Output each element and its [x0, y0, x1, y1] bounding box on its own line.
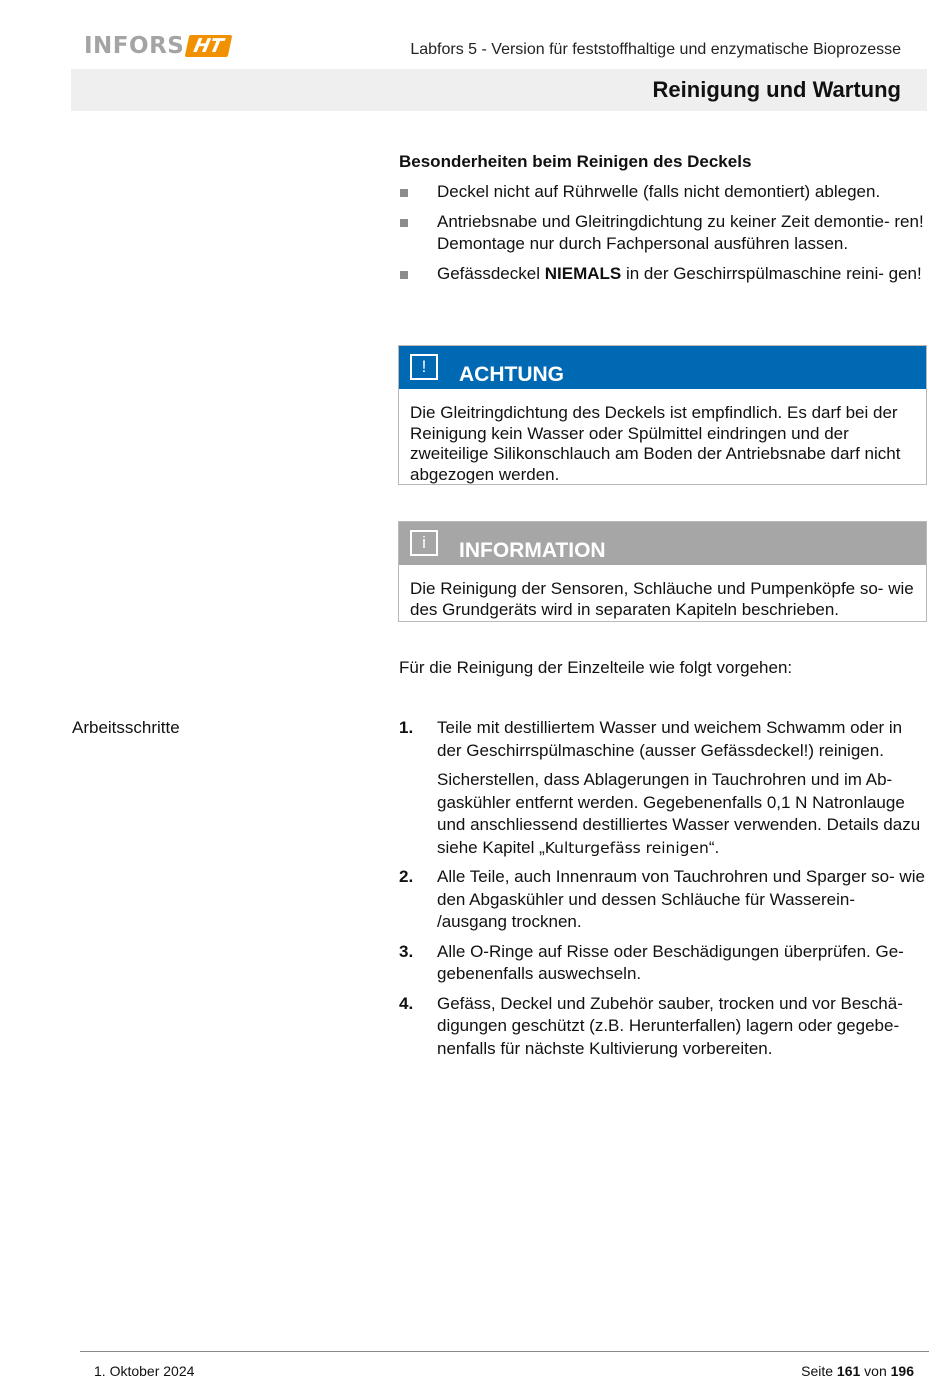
step-text: Alle O-Ringe auf Risse oder Beschädigungen überprüfen. Ge- gebenenfalls auswechseln.: [437, 941, 904, 983]
bullet-text: Antriebsnabe und Gleitringdichtung zu keiner Zeit demontie- ren! Demontage nur durch Fachpersonal ausführen lassen.: [437, 211, 924, 253]
chapter-header-band: [71, 69, 927, 111]
bullet-item: [399, 181, 924, 204]
page-prefix: Seite: [801, 1363, 837, 1379]
chapter-reference-link[interactable]: Kulturgefäss reinigen: [544, 838, 709, 857]
step-text: Gefäss, Deckel und Zubehör sauber, trocken und vor Beschä- digungen geschützt (z.B. Herunterfallen) lagern oder gegebe- nenfalls für nächste Kultivierung vorbereiten.: [437, 993, 903, 1058]
bullet-text: Deckel nicht auf Rührwelle (falls nicht demontiert) ablegen.: [437, 182, 881, 201]
bullet-list: [399, 181, 924, 292]
footer-date: 1. Oktober 2024: [94, 1363, 195, 1379]
page-total: 196: [890, 1363, 914, 1379]
steps-side-label: Arbeitsschritte: [72, 718, 180, 737]
square-bullet-icon: [400, 219, 408, 227]
step-item: [399, 993, 927, 1061]
step-number: 2.: [399, 867, 414, 886]
warning-header: [399, 346, 926, 389]
step-text: Teile mit destilliertem Wasser und weichem Schwamm oder in der Geschirrspülmaschine (ausser Gefässdeckel!) reinigen.: [437, 718, 903, 760]
bullet-text-before: Gefässdeckel: [437, 263, 545, 283]
step-item: [399, 866, 927, 934]
step-item: [399, 941, 927, 986]
warning-title: ACHTUNG: [459, 363, 564, 386]
bullet-text-after: in der Geschirrspülmaschine reini- gen!: [621, 263, 922, 283]
step-item: [399, 717, 927, 859]
information-box: [398, 521, 927, 622]
bullet-emphasis: NIEMALS: [544, 263, 622, 283]
step-number: 3.: [399, 941, 414, 961]
section-heading: Besonderheiten beim Reinigen des Deckels: [399, 152, 752, 171]
step-number: 4.: [399, 993, 414, 1013]
bullet-item: [399, 263, 924, 286]
chapter-title: Reinigung und Wartung: [652, 77, 901, 102]
logo-wordmark: INFORS: [84, 33, 185, 59]
page-separator: von: [860, 1363, 891, 1379]
logo-badge: HT: [185, 35, 233, 57]
bullet-item: [399, 211, 924, 256]
page-current: 161: [836, 1363, 861, 1379]
procedure-intro: Für die Reinigung der Einzelteile wie folgt vorgehen:: [399, 658, 793, 677]
square-bullet-icon: [400, 189, 408, 197]
exclamation-icon: !: [410, 354, 438, 380]
document-title: Labfors 5 - Version für feststoffhaltige und enzymatische Bioprozesse: [410, 41, 901, 58]
warning-text: Die Gleitringdichtung des Deckels ist empfindlich. Es darf bei der Reinigung kein Wasser oder Spülmittel eindringen und der zweiteilige Silikonschlauch am Boden der Antriebsnabe darf nicht abgezogen werden.: [410, 403, 901, 484]
page-number: [801, 1363, 914, 1379]
infors-ht-logo: [84, 33, 230, 59]
square-bullet-icon: [400, 271, 408, 279]
information-text: Die Reinigung der Sensoren, Schläuche und Pumpenköpfe so- wie des Grundgeräts wird in separaten Kapiteln beschrieben.: [410, 579, 914, 619]
steps-list: [399, 717, 927, 1067]
information-header: [399, 522, 926, 565]
warning-box: [398, 345, 927, 485]
information-title: INFORMATION: [459, 539, 606, 562]
step-text: Alle Teile, auch Innenraum von Tauchrohren und Sparger so- wie den Abgaskühler und dessen Schläuche für Wasserein- /ausgang trocknen.: [437, 867, 925, 931]
step-number: 1.: [399, 718, 414, 737]
info-icon: i: [410, 530, 438, 556]
step-note-end: “.: [708, 837, 720, 857]
step-note: [437, 769, 927, 859]
footer-divider: [80, 1351, 929, 1352]
step-note-text: Sicherstellen, dass Ablagerungen in Tauchrohren und im Ab- gaskühler entfernt werden. Gegebenenfalls 0,1 N Natronlauge und anschliessend destilliertes Wasser verwenden. Details dazu siehe Kapitel „: [437, 770, 921, 857]
